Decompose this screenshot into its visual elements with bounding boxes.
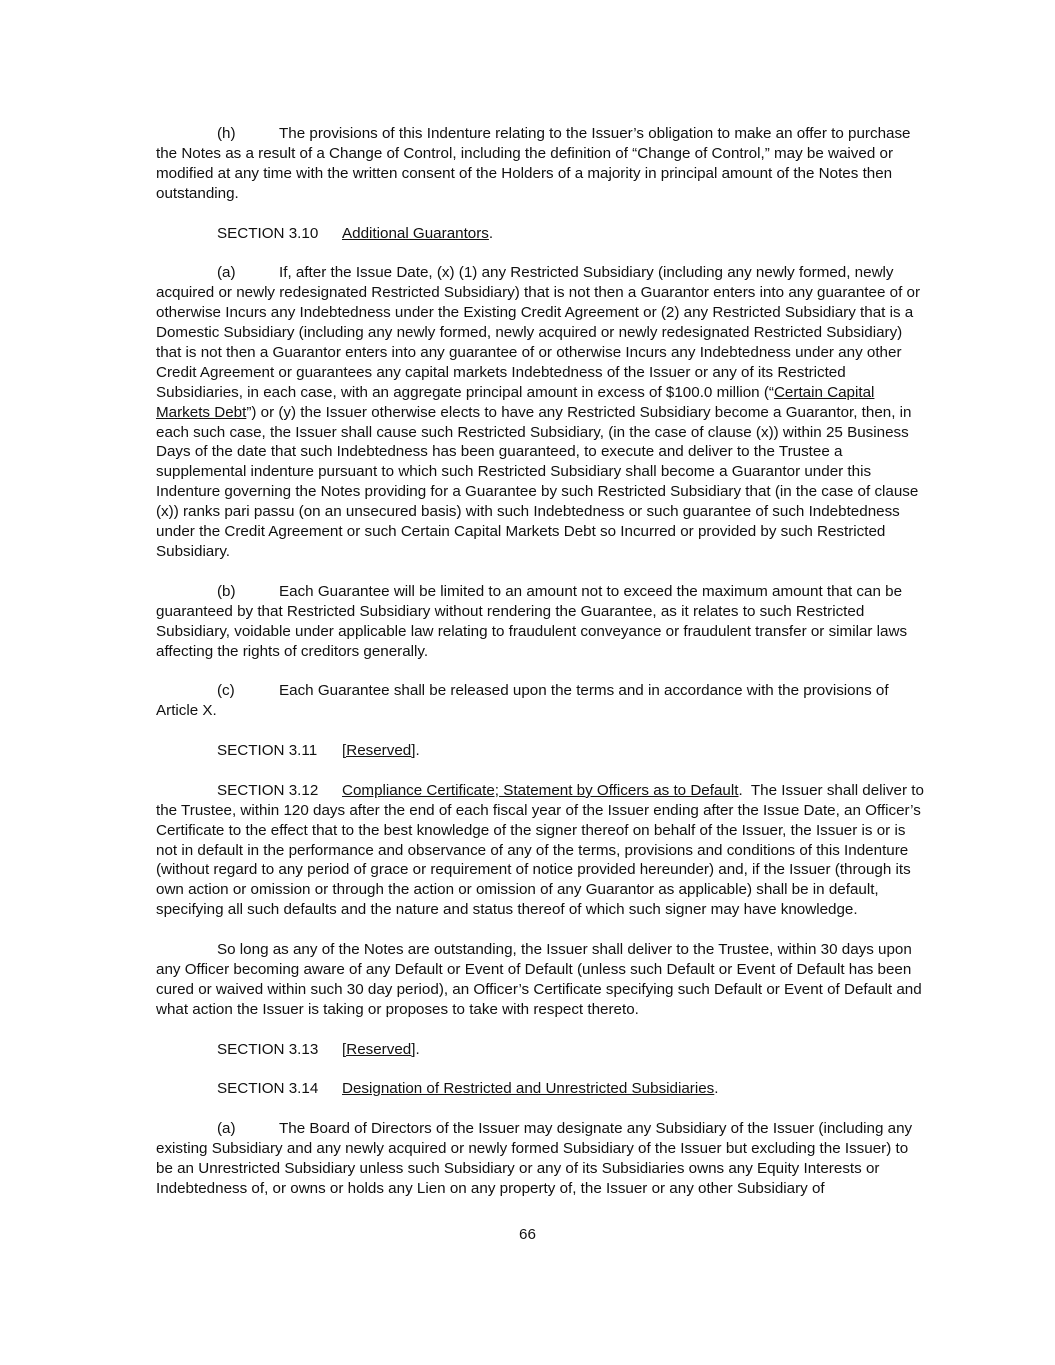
paragraph-so-long-text: So long as any of the Notes are outstanding, the Issuer shall deliver to the Trustee, within 30 days upon any Officer becoming aware of any Default or Event of Default (unless such Default or Event of Default has been cured or waived within such 30 day period), an Officer’s Certificate specifying such Default or Event of Default and what action the Issuer is taking or proposes to take with respect thereto. bbox=[156, 941, 922, 1018]
section-3-13-heading: SECTION 3.13 [Reserved]. bbox=[217, 1040, 420, 1058]
section-3-13-number: SECTION 3.13 bbox=[217, 1040, 319, 1058]
section-3-12-text: The Issuer shall deliver to the Trustee, within 120 days after the end of each fiscal year of the Issuer ending after the Issue Date, an Officer’s Certificate to the effect that to the best knowledge of the signer thereof on behalf of the Issuer, the Issuer is or is not in default in the performance and observance of any of the terms, provisions and conditions of this Indenture (without regard to any period of grace or requirement of notice provided hereunder) and, if the Issuer (through its own action or omission or through the action or omission of any Guarantor as applicable) shall be in default, specifying all such defaults and the nature and status thereof of which such signer may have knowledge. bbox=[156, 781, 924, 919]
paragraph-3-10-a-text-1: If, after the Issue Date, (x) (1) any Restricted Subsidiary (including any newly formed, newly acquired or newly redesignated Restricted Subsidiary) that is not then a Guarantor enters into any guarantee of or otherwise Incurs any Indebtedness under the Existing Credit Agreement or (2) any Restricted Subsidiary that is a Domestic Subsidiary (including any newly formed, newly acquired or newly redesignated Restricted Subsidiary) that is not then a Guarantor enters into any guarantee of or otherwise Incurs any Indebtedness under any other Credit Agreement or guarantees any capital markets Indebtedness of the Issuer or any of its Restricted Subsidiaries, in each case, with an aggregate principal amount in excess of $100.0 million (“ bbox=[156, 264, 921, 401]
section-3-12-title: Compliance Certificate; Statement by Officers as to Default bbox=[342, 781, 739, 799]
page-number: 66 bbox=[519, 1226, 536, 1243]
section-3-12-number: SECTION 3.12 bbox=[217, 781, 319, 799]
clause-label-h: (h) bbox=[217, 125, 236, 142]
paragraph-3-10-b bbox=[156, 582, 929, 662]
paragraph-3-10-c bbox=[156, 681, 929, 721]
section-3-14-title: Designation of Restricted and Unrestricted Subsidiaries bbox=[342, 1080, 715, 1098]
paragraph-so-long bbox=[156, 940, 929, 1020]
paragraph-3-10-c-text: Each Guarantee shall be released upon the terms and in accordance with the provisions of Article X. bbox=[156, 682, 889, 720]
clause-label-b: (b) bbox=[217, 582, 236, 600]
clause-label-a: (a) bbox=[217, 264, 236, 282]
section-3-10-heading: SECTION 3.10 Additional Guarantors. bbox=[217, 224, 494, 242]
paragraph-3-10-b-text: Each Guarantee will be limited to an amount not to exceed the maximum amount that can be guaranteed by that Restricted Subsidiary without rendering the Guarantee, as it relates to such Restricted Subsidiary, voidable under applicable law relating to fraudulent conveyance or fraudulent transfer or similar laws affecting the rights of creditors generally. bbox=[156, 582, 908, 660]
section-3-14-heading: SECTION 3.14 Designation of Restricted and Unrestricted Subsidiaries. bbox=[217, 1080, 719, 1098]
paragraph-h-text: The provisions of this Indenture relating to the Issuer’s obligation to make an offer to purchase the Notes as a result of a Change of Control, including the definition of “Change of Control,” may be waived or modified at any time with the written consent of the Holders of a majority in principal amount of the Notes then outstanding. bbox=[156, 125, 911, 202]
clause-label-c: (c) bbox=[217, 682, 235, 700]
paragraph-3-14-a-text: The Board of Directors of the Issuer may designate any Subsidiary of the Issuer (including any existing Subsidiary and any newly acquired or newly formed Subsidiary of the Issuer but excluding the Issuer) to be an Unrestricted Subsidiary unless such Subsidiary or any of its Subsidiaries owns any Equity Interests or Indebtedness of, or owns or holds any Lien on any property of, the Issuer or any other Subsidiary of bbox=[156, 1120, 913, 1197]
section-3-11-title: [Reserved] bbox=[342, 742, 416, 760]
paragraph-3-10-a-text-2: ”) or (y) the Issuer otherwise elects to have any Restricted Subsidiary become a Guarantor, then, in each such case, the Issuer shall cause such Restricted Subsidiary, (in the case of clause (x)) within 25 Business Days of the date that such Indebtedness has been guaranteed, to execute and deliver to the Trustee a supplemental indenture pursuant to which such Restricted Subsidiary shall become a Guarantor under this Indenture governing the Notes providing for a Guarantee by such Restricted Subsidiary that (in the case of clause (x)) ranks pari passu (on an unsecured basis) with such Indebtedness or such guarantee of such Indebtedness under the Credit Agreement or such Certain Capital Markets Debt so Incurred or provided by such Restricted Subsidiary. bbox=[156, 403, 919, 560]
section-3-12-paragraph: SECTION 3.12 Compliance Certificate; Statement by Officers as to Default. The Issuer shall deliver to the Trustee, within 120 days after the end of each fiscal year of the Issuer ending after the Issue Date, an Officer’s Certificate to the effect that to the best knowledge of the signer thereof on behalf of the Issuer, the Issuer is or is not in default in the performance and observance of any of the terms, provisions and conditions of this Indenture (without regard to any period of grace or requirement of notice provided hereunder) and, if the Issuer (through its own action or omission or through the action or omission of any Guarantor as applicable) shall be in default, specifying all such defaults and the nature and status thereof of which such signer may have knowledge. bbox=[156, 781, 924, 919]
section-3-11-number: SECTION 3.11 bbox=[217, 742, 318, 760]
paragraph-3-14-a bbox=[156, 1119, 929, 1199]
section-3-14-number: SECTION 3.14 bbox=[217, 1080, 319, 1098]
section-3-10-title: Additional Guarantors bbox=[342, 224, 489, 242]
section-3-13-title: [Reserved] bbox=[342, 1040, 416, 1058]
defined-term-certain-capital-markets-debt: Certain Capital Markets Debt bbox=[156, 383, 875, 421]
section-3-11-heading: SECTION 3.11 [Reserved]. bbox=[217, 742, 420, 760]
section-3-10-number: SECTION 3.10 bbox=[217, 224, 319, 242]
clause-label-3-14-a: (a) bbox=[217, 1120, 236, 1138]
paragraph-3-10-a bbox=[156, 263, 929, 562]
paragraph-h bbox=[156, 124, 929, 204]
